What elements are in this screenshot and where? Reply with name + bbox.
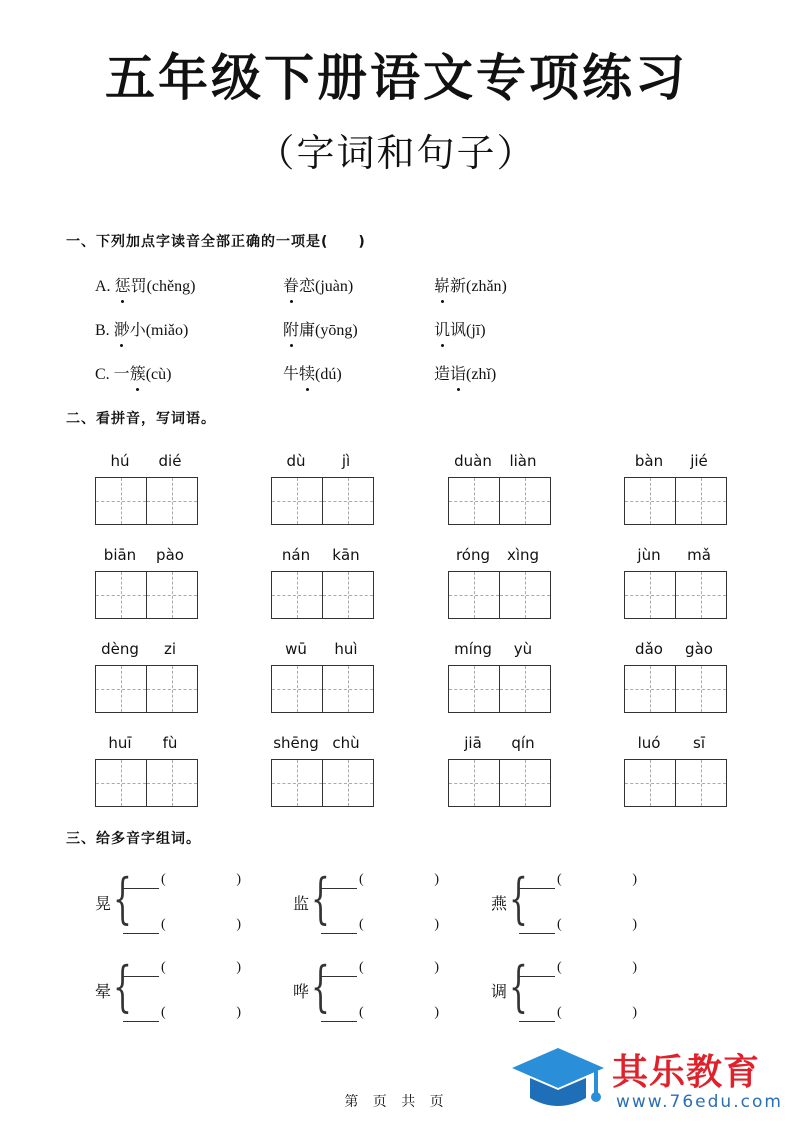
option-text: 造: [434, 366, 451, 383]
pinyin-syllable: jié: [690, 452, 708, 470]
pinyin-label: [624, 640, 728, 662]
writing-boxes: [271, 477, 375, 525]
word-item: [271, 640, 375, 713]
pinyin-syllable: hú: [110, 452, 130, 470]
tianzi-cell[interactable]: [322, 759, 374, 807]
pinyin-parentheses[interactable]: [161, 872, 241, 888]
paren-open: (: [161, 960, 166, 975]
polyphone-group: [293, 867, 443, 934]
writing-boxes: [271, 665, 375, 713]
tianzi-cell[interactable]: [499, 571, 551, 619]
pinyin-syllable: shēng: [273, 734, 319, 752]
tianzi-cell[interactable]: [146, 665, 198, 713]
pinyin-syllable: wū: [285, 640, 307, 658]
word-item: [271, 452, 375, 525]
tianzi-cell[interactable]: [322, 665, 374, 713]
tianzi-cell[interactable]: [675, 477, 727, 525]
pinyin-label: [448, 640, 552, 662]
option-item: [283, 317, 358, 340]
answer-blank[interactable]: [321, 976, 357, 977]
answer-blank[interactable]: [519, 933, 555, 934]
page-footer: 第 页 共 页: [344, 1094, 449, 1110]
pinyin-label: [271, 734, 375, 756]
pinyin-parentheses[interactable]: [161, 960, 241, 976]
polyphone-group: [491, 867, 641, 934]
paren-open: (: [359, 872, 364, 887]
pinyin-syllable: róng: [455, 546, 491, 564]
paren-close: ): [434, 960, 439, 975]
word-item: [95, 452, 199, 525]
tianzi-cell[interactable]: [95, 477, 147, 525]
pinyin-label: [624, 734, 728, 756]
pinyin-syllable: yù: [513, 640, 533, 658]
tianzi-cell[interactable]: [624, 759, 676, 807]
tianzi-cell[interactable]: [448, 477, 500, 525]
tianzi-cell[interactable]: [448, 571, 500, 619]
answer-blank[interactable]: [123, 976, 159, 977]
dotted-char: 诣: [450, 361, 466, 384]
logo-url: www.76edu.com: [616, 1092, 783, 1112]
word-item: [624, 546, 728, 619]
paren-open: (: [557, 872, 562, 887]
dotted-char: 眷: [283, 273, 299, 296]
pinyin-label: [271, 640, 375, 662]
tianzi-cell[interactable]: [675, 571, 727, 619]
pinyin-label: [448, 734, 552, 756]
answer-blank[interactable]: [321, 1021, 357, 1022]
word-item: [448, 546, 552, 619]
word-item: [448, 734, 552, 807]
pinyin-syllable: luó: [637, 734, 661, 752]
pinyin-label: [271, 546, 375, 568]
writing-boxes: [448, 665, 552, 713]
pinyin-parentheses[interactable]: [557, 1005, 637, 1021]
paren-close: ): [632, 917, 637, 932]
pinyin-label: [95, 734, 199, 756]
brace: {: [113, 955, 132, 1018]
pinyin-parentheses[interactable]: [359, 960, 439, 976]
tianzi-cell[interactable]: [146, 477, 198, 525]
section3-heading: 三、给多音字组词。: [66, 831, 201, 847]
word-item: [624, 452, 728, 525]
tianzi-cell[interactable]: [448, 759, 500, 807]
paren-open: (: [359, 917, 364, 932]
writing-boxes: [271, 759, 375, 807]
polyphone-group: [293, 955, 443, 1022]
page-title: 五年级下册语文专项练习: [105, 49, 688, 107]
section1-heading: 一、下列加点字读音全部正确的一项是( ): [66, 234, 366, 250]
polyphone-group: [95, 955, 245, 1022]
option-item: [283, 361, 342, 384]
pinyin-syllable: dèng: [101, 640, 139, 658]
option-text: 新(zhǎn): [450, 278, 507, 295]
paren-close: ): [236, 872, 241, 887]
polyphone-char: 晃: [95, 896, 112, 913]
pinyin-syllable: dié: [158, 452, 182, 470]
answer-blank[interactable]: [321, 933, 357, 934]
word-item: [448, 640, 552, 713]
pinyin-syllable: kān: [332, 546, 360, 564]
pinyin-syllable: mǎ: [687, 546, 711, 564]
answer-blank[interactable]: [123, 1021, 159, 1022]
pinyin-syllable: nán: [281, 546, 311, 564]
pinyin-parentheses[interactable]: [557, 872, 637, 888]
word-item: [624, 734, 728, 807]
pinyin-syllable: sī: [693, 734, 705, 752]
tianzi-cell[interactable]: [95, 665, 147, 713]
logo-name: 其乐教育: [612, 1052, 761, 1093]
tianzi-cell[interactable]: [271, 759, 323, 807]
word-item: [624, 640, 728, 713]
writing-boxes: [95, 665, 199, 713]
dotted-char: 簇: [130, 361, 146, 384]
option-text: 恋(juàn): [299, 278, 354, 295]
pinyin-label: [271, 452, 375, 474]
pinyin-syllable: biān: [103, 546, 137, 564]
graduation-cap-icon: [506, 1040, 610, 1115]
pinyin-syllable: qín: [511, 734, 535, 752]
answer-blank[interactable]: [519, 976, 555, 977]
pinyin-syllable: jiā: [464, 734, 482, 752]
answer-blank[interactable]: [519, 1021, 555, 1022]
section2-heading: 二、看拼音，写词语。: [66, 411, 216, 427]
brace: {: [311, 955, 330, 1018]
answer-blank[interactable]: [123, 933, 159, 934]
pinyin-label: [95, 546, 199, 568]
writing-boxes: [95, 477, 199, 525]
tianzi-cell[interactable]: [499, 759, 551, 807]
word-item: [271, 546, 375, 619]
pinyin-syllable: duàn: [454, 452, 492, 470]
paren-open: (: [161, 872, 166, 887]
pinyin-parentheses[interactable]: [359, 1005, 439, 1021]
brace: {: [311, 867, 330, 930]
writing-boxes: [624, 571, 728, 619]
dotted-char: 崭: [434, 273, 450, 296]
tianzi-cell[interactable]: [271, 665, 323, 713]
option-text: 庸(yōng): [299, 322, 358, 339]
pinyin-syllable: pào: [156, 546, 184, 564]
pinyin-label: [95, 452, 199, 474]
paren-close: ): [632, 872, 637, 887]
paren-open: (: [161, 917, 166, 932]
option-item: [434, 361, 496, 384]
brace: {: [509, 955, 528, 1018]
answer-blank[interactable]: [321, 888, 357, 889]
brace: {: [113, 867, 132, 930]
paren-close: ): [236, 1005, 241, 1020]
option-item: [434, 317, 486, 340]
polyphone-group: [491, 955, 641, 1022]
brace: {: [509, 867, 528, 930]
paren-open: (: [557, 1005, 562, 1020]
paren-close: ): [236, 960, 241, 975]
answer-blank[interactable]: [123, 888, 159, 889]
polyphone-char: 燕: [491, 896, 508, 913]
pinyin-syllable: liàn: [509, 452, 537, 470]
option-text: (cù): [145, 366, 172, 383]
word-item: [448, 452, 552, 525]
tianzi-cell[interactable]: [499, 665, 551, 713]
pinyin-label: [624, 546, 728, 568]
tianzi-cell[interactable]: [271, 477, 323, 525]
paren-close: ): [632, 1005, 637, 1020]
pinyin-syllable: míng: [454, 640, 492, 658]
dotted-char: 附: [283, 317, 299, 340]
paren-open: (: [557, 960, 562, 975]
option-text: 讽(jī): [450, 322, 486, 339]
writing-boxes: [448, 759, 552, 807]
pinyin-syllable: fù: [162, 734, 178, 752]
pinyin-label: [448, 546, 552, 568]
writing-boxes: [95, 571, 199, 619]
writing-boxes: [448, 477, 552, 525]
dotted-char: 讥: [434, 317, 450, 340]
pinyin-label: [624, 452, 728, 474]
brand-logo: [506, 1040, 793, 1115]
tianzi-cell[interactable]: [624, 571, 676, 619]
tianzi-cell[interactable]: [624, 665, 676, 713]
writing-boxes: [624, 665, 728, 713]
option-text: 小(miǎo): [129, 322, 189, 339]
pinyin-syllable: xìng: [506, 546, 540, 564]
pinyin-syllable: dù: [286, 452, 306, 470]
pinyin-parentheses[interactable]: [557, 960, 637, 976]
pinyin-parentheses[interactable]: [359, 872, 439, 888]
option-text: (dú): [315, 366, 342, 383]
writing-boxes: [271, 571, 375, 619]
tianzi-cell[interactable]: [146, 571, 198, 619]
writing-boxes: [95, 759, 199, 807]
pinyin-syllable: huī: [108, 734, 132, 752]
paren-close: ): [434, 872, 439, 887]
dotted-char: 惩: [115, 273, 131, 296]
pinyin-parentheses[interactable]: [161, 1005, 241, 1021]
polyphone-group: [95, 867, 245, 934]
tianzi-cell[interactable]: [95, 571, 147, 619]
dotted-char: 渺: [114, 317, 130, 340]
pinyin-syllable: bàn: [634, 452, 664, 470]
writing-boxes: [624, 759, 728, 807]
tianzi-cell[interactable]: [146, 759, 198, 807]
pinyin-syllable: gào: [685, 640, 713, 658]
tianzi-cell[interactable]: [499, 477, 551, 525]
option-item: [95, 273, 195, 296]
option-text: B.: [95, 322, 114, 339]
pinyin-syllable: jùn: [637, 546, 661, 564]
word-item: [95, 546, 199, 619]
pinyin-parentheses[interactable]: [557, 917, 637, 933]
option-text: (zhǐ): [466, 366, 497, 383]
tianzi-cell[interactable]: [448, 665, 500, 713]
tianzi-cell[interactable]: [322, 571, 374, 619]
writing-boxes: [448, 571, 552, 619]
option-item: [283, 273, 353, 296]
paren-open: (: [557, 917, 562, 932]
polyphone-char: 监: [293, 896, 310, 913]
option-item: [95, 317, 188, 340]
tianzi-cell[interactable]: [322, 477, 374, 525]
paren-open: (: [359, 960, 364, 975]
paren-close: ): [434, 917, 439, 932]
pinyin-syllable: huì: [334, 640, 358, 658]
polyphone-char: 调: [491, 984, 508, 1001]
paren-close: ): [434, 1005, 439, 1020]
pinyin-label: [95, 640, 199, 662]
pinyin-parentheses[interactable]: [161, 917, 241, 933]
option-text: 牛: [283, 366, 300, 383]
word-item: [95, 734, 199, 807]
page-subtitle: （字词和句子）: [256, 131, 537, 175]
polyphone-char: 晕: [95, 984, 112, 1001]
option-text: C. 一: [95, 366, 130, 383]
polyphone-char: 哗: [293, 984, 310, 1001]
tianzi-cell[interactable]: [95, 759, 147, 807]
dotted-char: 犊: [299, 361, 315, 384]
pinyin-syllable: dǎo: [635, 640, 663, 658]
pinyin-syllable: chù: [332, 734, 360, 752]
paren-close: ): [236, 917, 241, 932]
option-text: A.: [95, 278, 115, 295]
pinyin-parentheses[interactable]: [359, 917, 439, 933]
option-text: 罚(chěng): [130, 278, 196, 295]
word-item: [95, 640, 199, 713]
writing-boxes: [624, 477, 728, 525]
word-item: [271, 734, 375, 807]
pinyin-syllable: zi: [163, 640, 177, 658]
answer-blank[interactable]: [519, 888, 555, 889]
tianzi-cell[interactable]: [675, 665, 727, 713]
pinyin-label: [448, 452, 552, 474]
option-item: [434, 273, 507, 296]
option-item: [95, 361, 171, 384]
tianzi-cell[interactable]: [624, 477, 676, 525]
paren-open: (: [359, 1005, 364, 1020]
paren-open: (: [161, 1005, 166, 1020]
paren-close: ): [632, 960, 637, 975]
tianzi-cell[interactable]: [675, 759, 727, 807]
pinyin-syllable: jì: [341, 452, 351, 470]
tianzi-cell[interactable]: [271, 571, 323, 619]
